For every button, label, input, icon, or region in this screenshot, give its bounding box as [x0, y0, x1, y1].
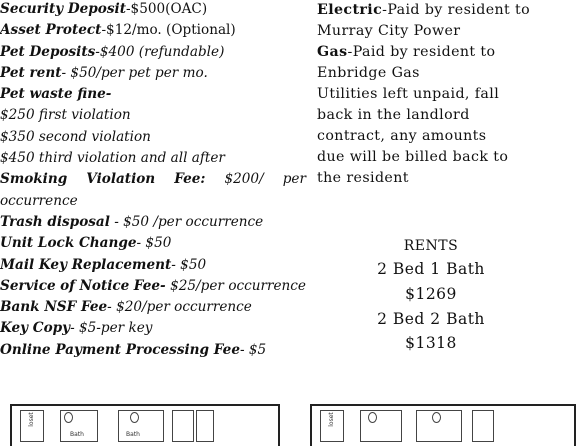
fee-list [0, 0, 306, 361]
floorplan-left [10, 404, 280, 446]
online-payment-row [0, 340, 306, 361]
rents-section [346, 235, 516, 356]
unpaid-line-4: due will be billed back to [317, 149, 509, 165]
floorplan-left-bath-2 [118, 410, 164, 442]
floorplan-left-closet-label: loset [27, 412, 35, 427]
pet-waste-row [0, 84, 306, 105]
floorplan-right-room [472, 410, 494, 442]
notice-word-6: occurrence [228, 277, 306, 294]
notice-word-1: Service [0, 277, 56, 294]
unpaid-line-3: contract, any amounts [317, 128, 487, 144]
pet-waste-dash: - [105, 86, 112, 103]
notice-word-3: Notice [79, 277, 130, 294]
rent-price-1: $1269 [405, 284, 457, 303]
unit-lock-value: - $50 [136, 235, 172, 252]
gas-line-1: -Paid by resident to [347, 44, 496, 60]
trash-disposal-value: - $50 /per occurrence [109, 213, 264, 230]
mail-key-label: Mail Key Replacement [0, 256, 172, 273]
pet-rent-value: - $50/per pet per mo. [61, 64, 208, 81]
asset-protect-value: -$12/mo. (Optional) [101, 22, 236, 39]
security-deposit-value: -$500(OAC) [125, 1, 208, 17]
floorplan-right-closet-label: loset [327, 412, 335, 427]
notice-word-4: Fee- [133, 277, 166, 294]
rent-unit-1: 2 Bed 1 Bath [377, 260, 485, 278]
floorplan-right [310, 404, 576, 446]
electric-line-1: -Paid by resident to [382, 2, 531, 18]
unit-lock-label: Unit Lock Change [0, 235, 137, 252]
electric-label: Electric [317, 2, 383, 18]
gas-row [317, 42, 576, 63]
notice-word-2: of [60, 277, 75, 294]
pet-deposits-label: Pet Deposits [0, 43, 96, 60]
smoking-word-3: Fee: [174, 171, 206, 188]
pet-rent-row [0, 63, 306, 84]
gas-label: Gas [317, 44, 348, 60]
bank-nsf-value: - $20/per occurrence [107, 299, 252, 316]
toilet-icon [368, 412, 377, 423]
unpaid-line-1: Utilities left unpaid, fall [317, 86, 500, 102]
electric-line-2: Murray City Power [317, 23, 461, 39]
unpaid-line-5: the resident [317, 170, 409, 186]
bank-nsf-row [0, 297, 306, 318]
smoking-fee-row [0, 169, 306, 190]
toilet-icon [130, 412, 139, 423]
notice-word-5: $25/per [170, 277, 224, 294]
mail-key-row [0, 255, 306, 276]
trash-disposal-label: Trash disposal [0, 213, 110, 230]
violation-third: $450 third violation and all after [0, 150, 225, 167]
floorplan-left-bath-label-1: Bath [70, 431, 84, 438]
rent-unit-2: 2 Bed 2 Bath [377, 309, 485, 328]
asset-protect-label: Asset Protect [0, 22, 102, 39]
asset-protect-row [0, 20, 306, 41]
bank-nsf-label: Bank NSF Fee [0, 299, 108, 316]
violation-first: $250 first violation [0, 107, 131, 124]
security-deposit-label: Security Deposit [0, 1, 126, 17]
smoking-word-2: Violation [86, 171, 156, 188]
key-copy-label: Key Copy [0, 320, 71, 337]
floorplan-right-bath-1 [360, 410, 402, 442]
smoking-fee-continuation: occurrence [0, 192, 78, 209]
notice-fee-row [0, 276, 306, 297]
security-deposit-row [0, 0, 306, 20]
floorplan-left-room-2 [196, 410, 214, 442]
rents-heading: RENTS [403, 238, 459, 254]
unit-lock-row [0, 233, 306, 254]
smoking-word-1: Smoking [0, 171, 68, 188]
pet-waste-label: Pet waste fine [0, 86, 106, 103]
violation-second: $350 second violation [0, 128, 151, 145]
unpaid-line-2: back in the landlord [317, 107, 470, 123]
key-copy-value: - $5-per key [70, 320, 153, 337]
pet-rent-label: Pet rent [0, 64, 62, 81]
gas-line-2: Enbridge Gas [317, 65, 420, 81]
toilet-icon [432, 412, 441, 423]
online-payment-value: - $5 [239, 341, 267, 358]
rent-price-2: $1318 [405, 334, 457, 353]
floorplan-left-bath-label-2: Bath [126, 431, 140, 438]
toilet-icon [64, 412, 73, 423]
electric-row [317, 0, 576, 21]
trash-disposal-row [0, 212, 306, 233]
key-copy-row [0, 318, 306, 339]
pet-deposits-value: -$400 (refundable) [95, 43, 225, 60]
mail-key-value: - $50 [171, 256, 207, 273]
floorplan-left-room [172, 410, 194, 442]
smoking-word-4: $200/ [224, 171, 264, 188]
online-payment-label: Online Payment Processing Fee [0, 341, 240, 358]
utilities-section [317, 0, 576, 189]
smoking-word-5: per [282, 171, 306, 188]
pet-deposits-row [0, 42, 306, 63]
